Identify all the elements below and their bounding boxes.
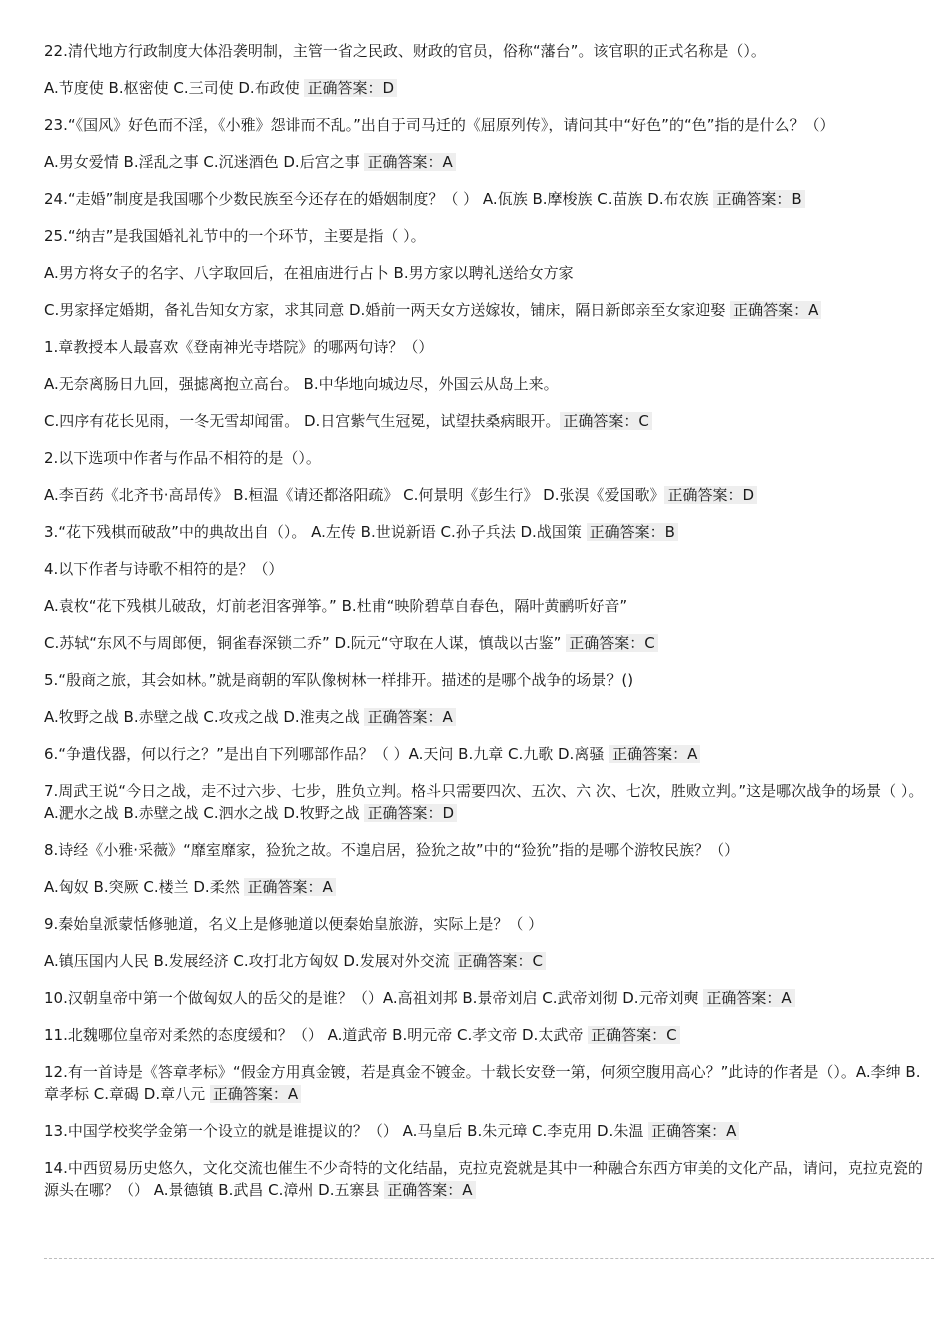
question-line: [44, 1120, 934, 1142]
quiz-document: [44, 40, 934, 1216]
correct-answer-label: 正确答案：D: [664, 486, 757, 504]
correct-answer-label: 正确答案：C: [566, 634, 657, 652]
question-line: [44, 1061, 934, 1105]
question-line: [44, 780, 934, 824]
question-text: 5.“殷商之旅，其会如林。”就是商朝的军队像树林一样排开。描述的是哪个战争的场景？(): [44, 671, 634, 689]
correct-answer-label: 正确答案：A: [364, 708, 455, 726]
question-text: 25.“纳吉”是我国婚礼礼节中的一个环节，主要是指（ ）。: [44, 227, 426, 245]
question-line: [44, 595, 934, 617]
question-line: [44, 632, 934, 654]
question-text: 23.“《国风》好色而不淫，《小雅》怨诽而不乱。”出自于司马迁的《屈原列传》，请问其中“好色”的“色”指的是什么？（）: [44, 116, 835, 134]
question-text: 4.以下作者与诗歌不相符的是？（）: [44, 560, 284, 578]
question-text: 13.中国学校奖学金第一个设立的就是谁提议的？（） A.马皇后 B.朱元璋 C.李克用 D.朱温: [44, 1122, 649, 1140]
question-text: A.男方将女子的名字、八字取回后，在祖庙进行占卜 B.男方家以聘礼送给女方家: [44, 264, 574, 282]
question-text: 1.章教授本人最喜欢《登南神光寺塔院》的哪两句诗？（）: [44, 338, 434, 356]
question-text: A.匈奴 B.突厥 C.楼兰 D.柔然: [44, 878, 245, 896]
question-line: [44, 114, 934, 136]
correct-answer-label: 正确答案：D: [364, 804, 457, 822]
question-line: [44, 839, 934, 861]
question-text: A.节度使 B.枢密使 C.三司使 D.布政使: [44, 79, 305, 97]
correct-answer-label: 正确答案：C: [454, 952, 545, 970]
question-text: A.男女爱情 B.淫乱之事 C.沉迷酒色 D.后宫之事: [44, 153, 365, 171]
question-line: [44, 40, 934, 62]
question-text: 9.秦始皇派蒙恬修驰道，名义上是修驰道以便秦始皇旅游，实际上是？（ ）: [44, 915, 544, 933]
correct-answer-label: 正确答案：A: [364, 153, 455, 171]
question-line: [44, 743, 934, 765]
question-line: [44, 410, 934, 432]
question-text: A.牧野之战 B.赤壁之战 C.攻戎之战 D.淮夷之战: [44, 708, 365, 726]
question-text: 22.清代地方行政制度大体沿袭明制，主管一省之民政、财政的官员，俗称“藩台”。该官职的正式名称是（）。: [44, 42, 766, 60]
question-text: 8.诗经《小雅·采薇》“靡室靡家，猃狁之故。不遑启居，猃狁之故”中的“猃狁”指的是哪个游牧民族？（）: [44, 841, 740, 859]
question-text: 7.周武王说“今日之战，走不过六步、七步，胜负立判。格斗只需要四次、五次、六 次、七次，胜败立判。”这是哪次战争的场景（ ）。 A.淝水之战 B.赤壁之战 C.泗水之战 D.牧野之战: [44, 782, 924, 822]
question-line: [44, 669, 934, 691]
question-line: [44, 876, 934, 898]
question-text: 14.中西贸易历史悠久，文化交流也催生不少奇特的文化结晶，克拉克瓷就是其中一种融合东西方审美的文化产品，请问，克拉克瓷的源头在哪？（） A.景德镇 B.武昌 C.漳州 D.五寨县: [44, 1159, 923, 1199]
question-text: A.镇压国内人民 B.发展经济 C.攻打北方匈奴 D.发展对外交流: [44, 952, 455, 970]
question-text: 11.北魏哪位皇帝对柔然的态度缓和？（） A.道武帝 B.明元帝 C.孝文帝 D.太武帝: [44, 1026, 589, 1044]
correct-answer-label: 正确答案：C: [588, 1026, 679, 1044]
correct-answer-label: 正确答案：A: [609, 745, 700, 763]
correct-answer-label: 正确答案：D: [304, 79, 397, 97]
question-line: [44, 262, 934, 284]
correct-answer-label: 正确答案：B: [713, 190, 804, 208]
correct-answer-label: 正确答案：A: [384, 1181, 475, 1199]
question-line: [44, 336, 934, 358]
question-line: [44, 1024, 934, 1046]
correct-answer-label: 正确答案：B: [587, 523, 678, 541]
correct-answer-label: 正确答案：C: [560, 412, 651, 430]
question-text: 12.有一首诗是《答章孝标》“假金方用真金镀，若是真金不镀金。十载长安登一第，何须空腹用高心？”此诗的作者是（）。A.李绅 B.章孝标 C.章碣 D.章八元: [44, 1063, 921, 1103]
question-text: A.袁枚“花下残棋儿破敌，灯前老泪客弹筝。” B.杜甫“映阶碧草自春色，隔叶黄鹂听好音”: [44, 597, 628, 615]
question-line: [44, 77, 934, 99]
question-line: [44, 225, 934, 247]
correct-answer-label: 正确答案：A: [244, 878, 335, 896]
question-line: [44, 706, 934, 728]
question-line: [44, 987, 934, 1009]
question-line: [44, 447, 934, 469]
question-line: [44, 188, 934, 210]
page-divider: [44, 1258, 934, 1259]
question-line: [44, 913, 934, 935]
question-text: A.无奈离肠日九回，强摅离抱立高台。 B.中华地向城边尽，外国云从岛上来。: [44, 375, 559, 393]
question-line: [44, 484, 934, 506]
correct-answer-label: 正确答案：A: [648, 1122, 739, 1140]
question-text: 24.“走婚”制度是我国哪个少数民族至今还存在的婚姻制度？（ ） A.佤族 B.摩梭族 C.苗族 D.布农族: [44, 190, 714, 208]
question-text: 10.汉朝皇帝中第一个做匈奴人的岳父的是谁？（）A.高祖刘邦 B.景帝刘启 C.武帝刘彻 D.元帝刘奭: [44, 989, 704, 1007]
question-line: [44, 151, 934, 173]
question-text: 2.以下选项中作者与作品不相符的是（）。: [44, 449, 321, 467]
correct-answer-label: 正确答案：A: [703, 989, 794, 1007]
correct-answer-label: 正确答案：A: [730, 301, 821, 319]
question-line: [44, 299, 934, 321]
question-text: 6.“争遣伐器，何以行之？”是出自下列哪部作品？（ ）A.天问 B.九章 C.九歌 D.离骚: [44, 745, 610, 763]
question-text: A.李百药《北齐书·高昂传》 B.桓温《请还都洛阳疏》 C.何景明《彭生行》 D.张淏《爱国歌》: [44, 486, 665, 504]
question-text: C.男家择定婚期，备礼告知女方家，求其同意 D.婚前一两天女方送嫁妆，铺床，隔日新郎亲至女家迎娶: [44, 301, 731, 319]
question-line: [44, 950, 934, 972]
question-line: [44, 521, 934, 543]
question-text: C.四序有花长见雨，一冬无雪却闻雷。 D.日宫紫气生冠冕，试望扶桑病眼开。: [44, 412, 561, 430]
question-line: [44, 558, 934, 580]
correct-answer-label: 正确答案：A: [210, 1085, 301, 1103]
question-line: [44, 373, 934, 395]
question-text: 3.“花下残棋而破敌”中的典故出自（）。 A.左传 B.世说新语 C.孙子兵法 D.战国策: [44, 523, 587, 541]
question-text: C.苏轼“东风不与周郎便，铜雀春深锁二乔” D.阮元“守取在人谋，慎哉以古鉴”: [44, 634, 567, 652]
question-line: [44, 1157, 934, 1201]
